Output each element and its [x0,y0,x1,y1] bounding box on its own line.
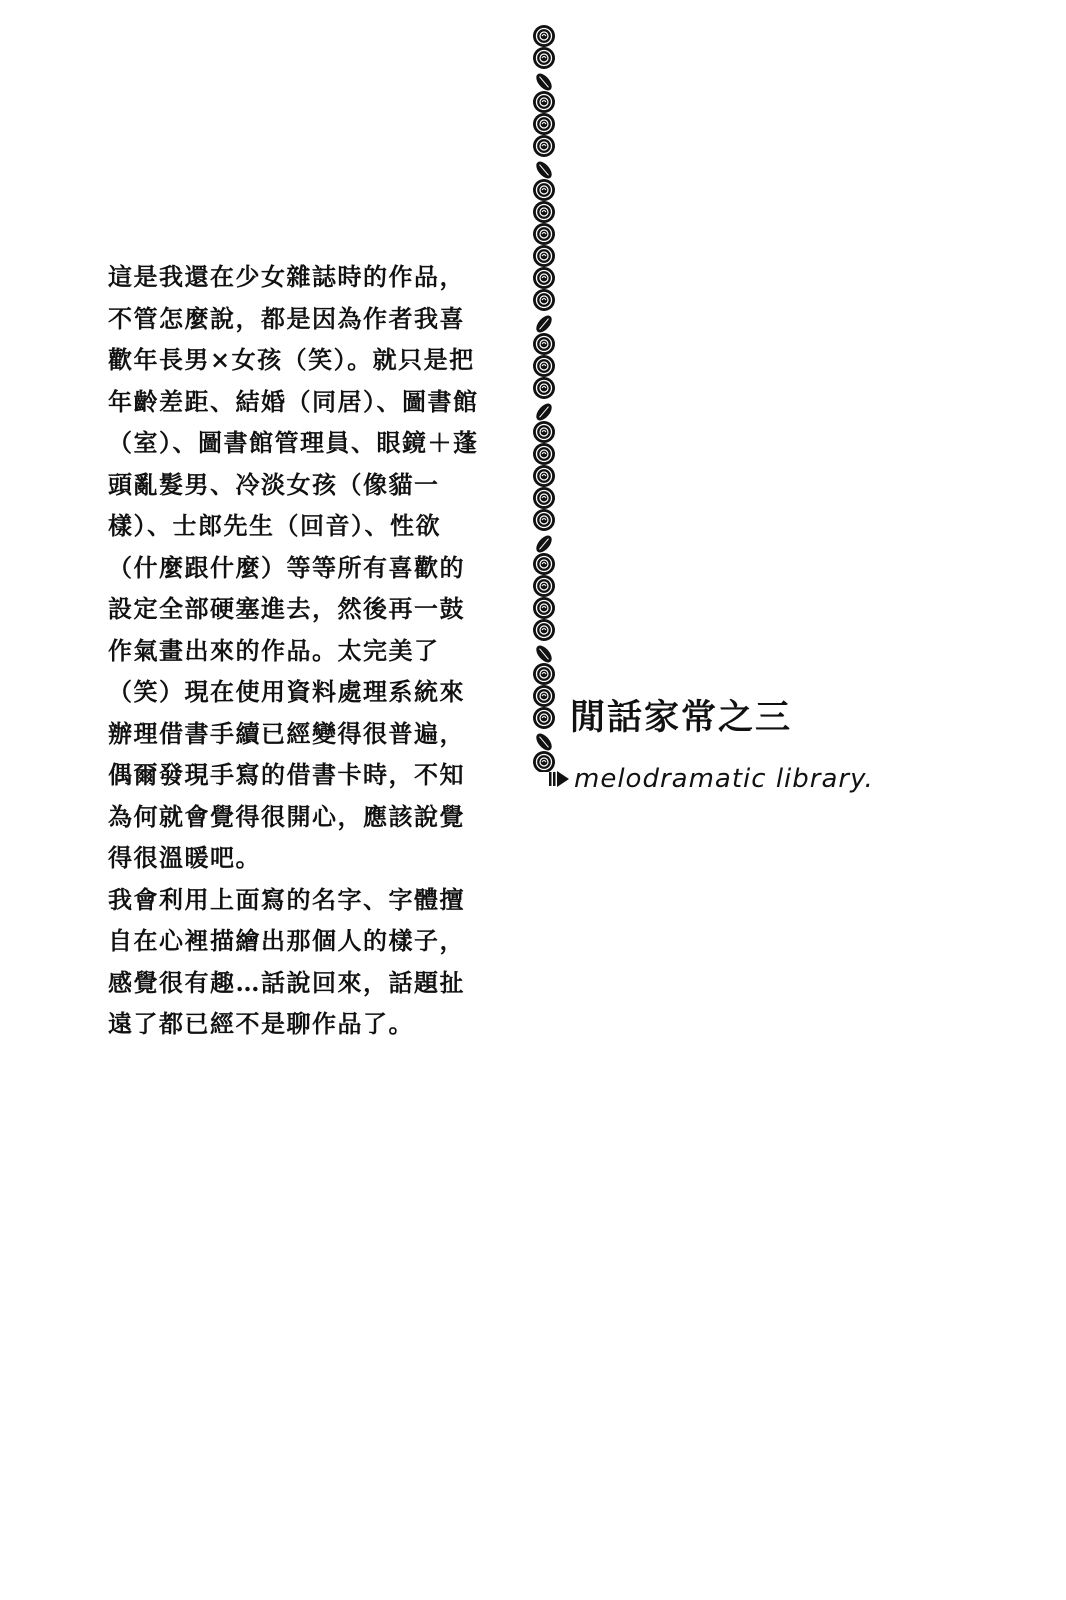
page-title: 閒話家常之三 [570,698,793,738]
subtitle-row [548,764,874,794]
subtitle: melodramatic library. [574,764,874,794]
paragraph-2: 我會利用上面寫的名字、字體擅自在心裡描繪出那個人的樣子，感覺很有趣…話說回來，話題扯遠了都已經不是聊作品了。 [108,884,465,1038]
paragraph-1: 這是我還在少女雜誌時的作品，不管怎麼說，都是因為作者我喜歡年長男×女孩（笑）。就只是把年齡差距、結婚（同居）、圖書館（室）、圖書館管理員、眼鏡＋蓬頭亂髮男、冷淡女孩（像貓一樣）、士郎先生（回音）、性欲（什麼跟什麼）等等所有喜歡的設定全部硬塞進去，然後再一鼓作氣畫出來的作品。太完美了（笑）現在使用資料處理系統來辦理借書手續已經變得很普遍，偶爾發現手寫的借書卡時，不知為何就會覺得很開心，應該說覺得很溫暖吧。 [108,262,479,872]
rose-chain-icon [524,24,564,772]
play-icon [548,768,570,790]
afterword-text [108,256,480,1045]
